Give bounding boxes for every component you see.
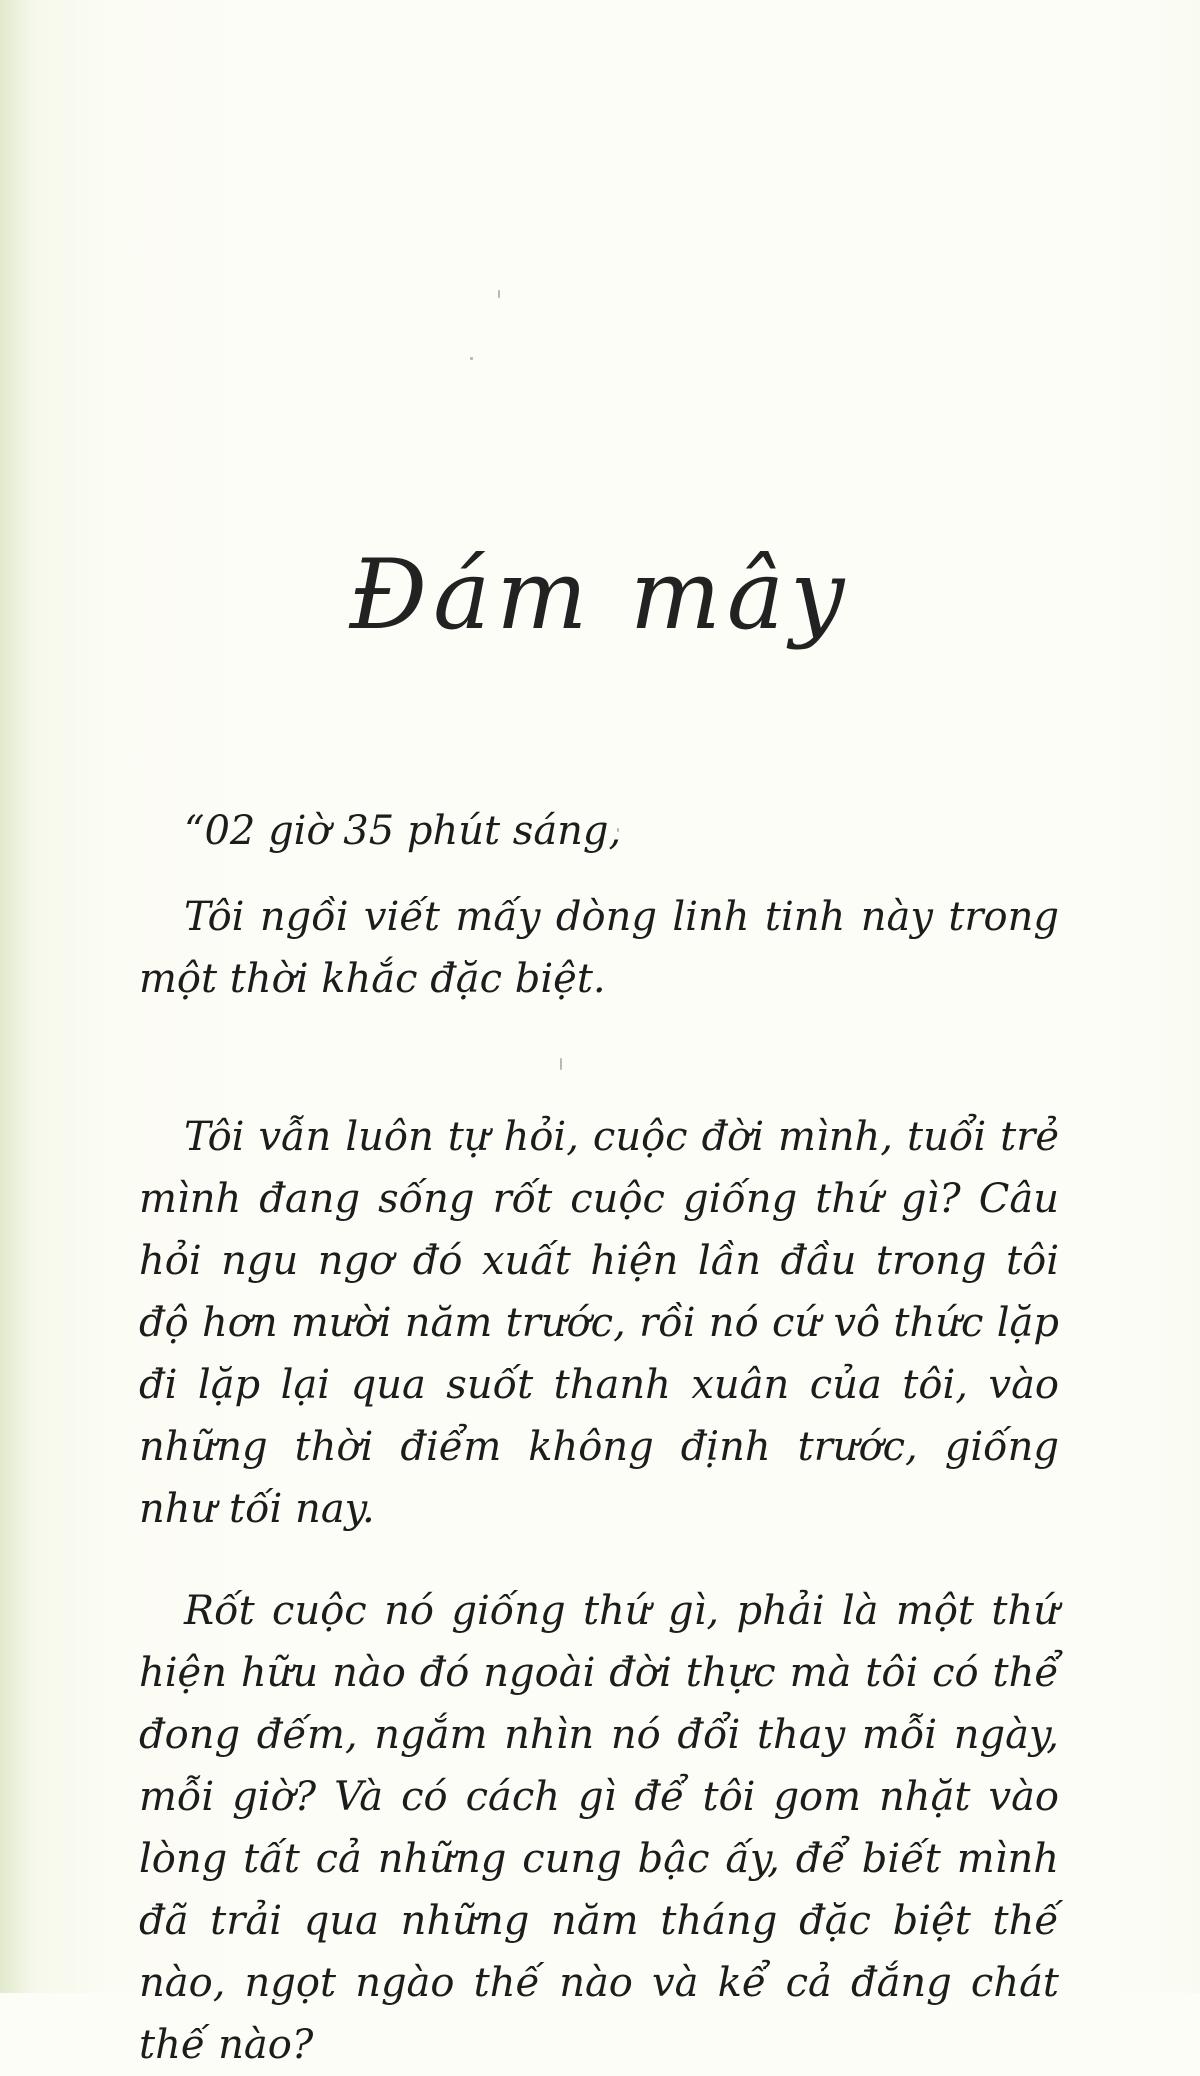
paragraph: Rốt cuộc nó giống thứ gì, phải là một thứ hiện hữu nào đó ngoài đời thực mà tôi có thể đong đếm, ngắm nhìn nó đổi thay mỗi ngày, mỗi giờ? Và có cách gì để tôi gom nhặt vào lòng tất cả những cung bậc ấy, để biết mình đã trải qua những năm tháng đặc biệt thế nào, ngọt ngào thế nào và kể cả đắng chát thế nào? [139, 1588, 1059, 2068]
paragraph-opening: “02 giờ 35 phút sáng, [184, 808, 622, 854]
chapter-body [139, 800, 1059, 2076]
section-spacer [139, 1010, 1059, 1106]
paragraph: Tôi vẫn luôn tự hỏi, cuộc đời mình, tuổi trẻ mình đang sống rốt cuộc giống thứ gì? Câu hỏi ngu ngơ đó xuất hiện lần đầu trong tôi độ hơn mười năm trước, rồi nó cứ vô thức lặp đi lặp lại qua suốt thanh xuân của tôi, vào những thời điểm không định trước, giống như tối nay. [139, 1114, 1059, 1532]
paper-speck [498, 290, 500, 298]
paragraph: Tôi ngồi viết mấy dòng linh tinh này trong một thời khắc đặc biệt. [139, 894, 1059, 1002]
page-edge-shadow [0, 0, 30, 1993]
paper-speck [470, 357, 473, 360]
chapter-title: Đám mây [349, 539, 851, 651]
paragraph-spacer [139, 862, 1059, 886]
paragraph-spacer [139, 1540, 1059, 1580]
